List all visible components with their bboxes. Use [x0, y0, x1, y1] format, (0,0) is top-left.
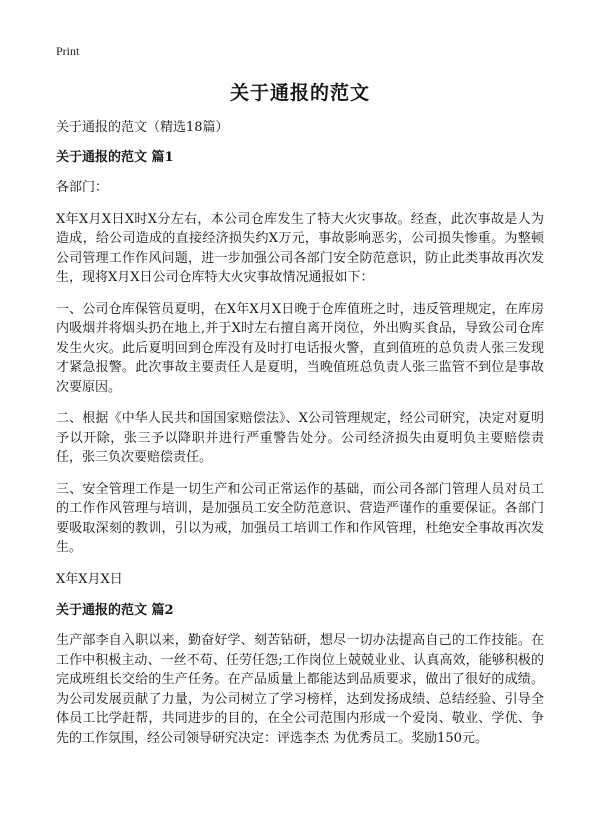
- section-2: [56, 601, 544, 748]
- print-label[interactable]: Print: [56, 44, 80, 58]
- document-subtitle: 关于通报的范文（精选18篇）: [56, 120, 229, 135]
- paragraph: 一、公司仓库保管员夏明，在X年X月X日晚于仓库值班之时，违反管理规定，在库房内吸烟并将烟头扔在地上,并于X时左右擅自离开岗位，外出购买食品，导致公司仓库发生火灾。此后夏明回到仓库没有及时打电话报火警，直到值班的总负责人张三发现才紧急报警。此次事故主要责任人是夏明，当晚值班总负责人张三监管不到位是事故次要原因。: [56, 301, 544, 395]
- section-heading: 关于通报的范文 篇2: [56, 603, 174, 618]
- salutation: 各部门：: [56, 180, 109, 195]
- date-line: X年X月X日: [56, 571, 123, 587]
- section-heading: 关于通报的范文 篇1: [56, 150, 174, 165]
- paragraph: 三、安全管理工作是一切生产和公司正常运作的基础，而公司各部门管理人员对员工的工作作风管理与培训，是加强员工安全防范意识、营造严谨作的重要保证。各部门要吸取深刻的教训，引以为戒，加强员工培训工作和作风管理，杜绝安全事故再次发生。: [56, 481, 544, 555]
- section-1: [56, 148, 544, 589]
- document-body: [56, 118, 544, 760]
- paragraph: 二、根据《中华人民共和国国家赔偿法》、X公司管理规定，经公司研究，决定对夏明予以开除，张三予以降职并进行严重警告处分。公司经济损失由夏明负主要赔偿责任，张三负次要赔偿责任。: [56, 411, 544, 465]
- paragraph: 生产部李自入职以来，勤奋好学、刻苦钻研，想尽一切办法提高自己的工作技能。在工作中积极主动、一丝不苟、任劳任怨;工作岗位上兢兢业业、认真高效，能够积极的完成班组长交给的生产任务。在产品质量上都能达到品质要求，做出了很好的成绩。为公司发展贡献了力量，为公司树立了学习榜样，达到发扬成绩、总结经验、引导全体员工比学赶帮，共同进步的目的，在全公司范围内形成一个爱岗、敬业、学优、争先的工作氛围，经公司领导研究决定：评选李杰 为优秀员工。奖励150元。: [56, 633, 544, 746]
- page-title: 关于通报的范文: [229, 82, 370, 104]
- paragraph: X年X月X日X时X分左右，本公司仓库发生了特大火灾事故。经查，此次事故是人为造成，给公司造成的直接经济损失约X万元，事故影响恶劣，公司损失惨重。为整顿公司管理工作作风问题，进一步加强公司各部门安全防范意识，防止此类事故再次发生，现将X月X日公司仓库特大火灾事故情况通报如下：: [56, 211, 544, 285]
